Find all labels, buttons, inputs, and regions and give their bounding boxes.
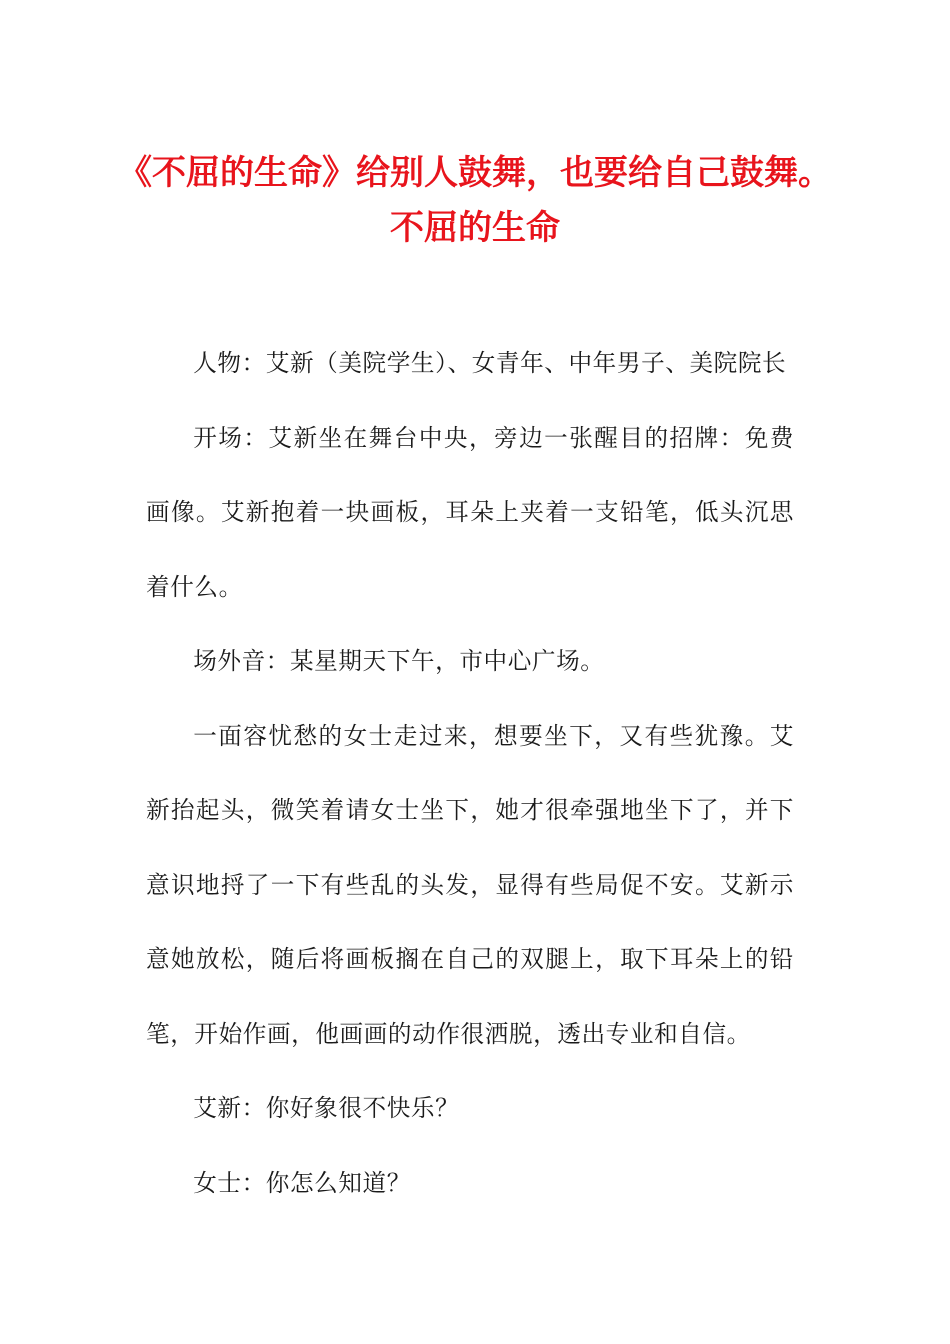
- paragraph-scene-description: 一面容忧愁的女士走过来，想要坐下，又有些犹豫。艾新抬起头，微笑着请女士坐下，她才很牵强地坐下了，并下意识地捋了一下有些乱的头发，显得有些局促不安。艾新示意她放松，随后将画板搁在自己的双腿上，取下耳朵上的铅笔，开始作画，他画画的动作很洒脱，透出专业和自信。: [146, 721, 794, 1048]
- paragraph-opening: 开场：艾新坐在舞台中央，旁边一张醒目的招牌：免费画像。艾新抱着一块画板，耳朵上夹着一支铅笔，低头沉思着什么。: [146, 423, 794, 601]
- paragraph-characters: 人物：艾新（美院学生）、女青年、中年男子、美院院长: [193, 349, 787, 377]
- paragraph-dialogue-lady: 女士：你怎么知道？: [193, 1168, 411, 1197]
- paragraph-dialogue-aixin: 艾新：你好象很不快乐？: [193, 1094, 460, 1122]
- paragraph-offstage-voice: 场外音：某星期天下午，市中心广场。: [193, 647, 605, 675]
- document-body: [146, 326, 794, 1220]
- document-title: 《不屈的生命》给别人鼓舞，也要给自己鼓舞。 不屈的生命: [118, 153, 832, 248]
